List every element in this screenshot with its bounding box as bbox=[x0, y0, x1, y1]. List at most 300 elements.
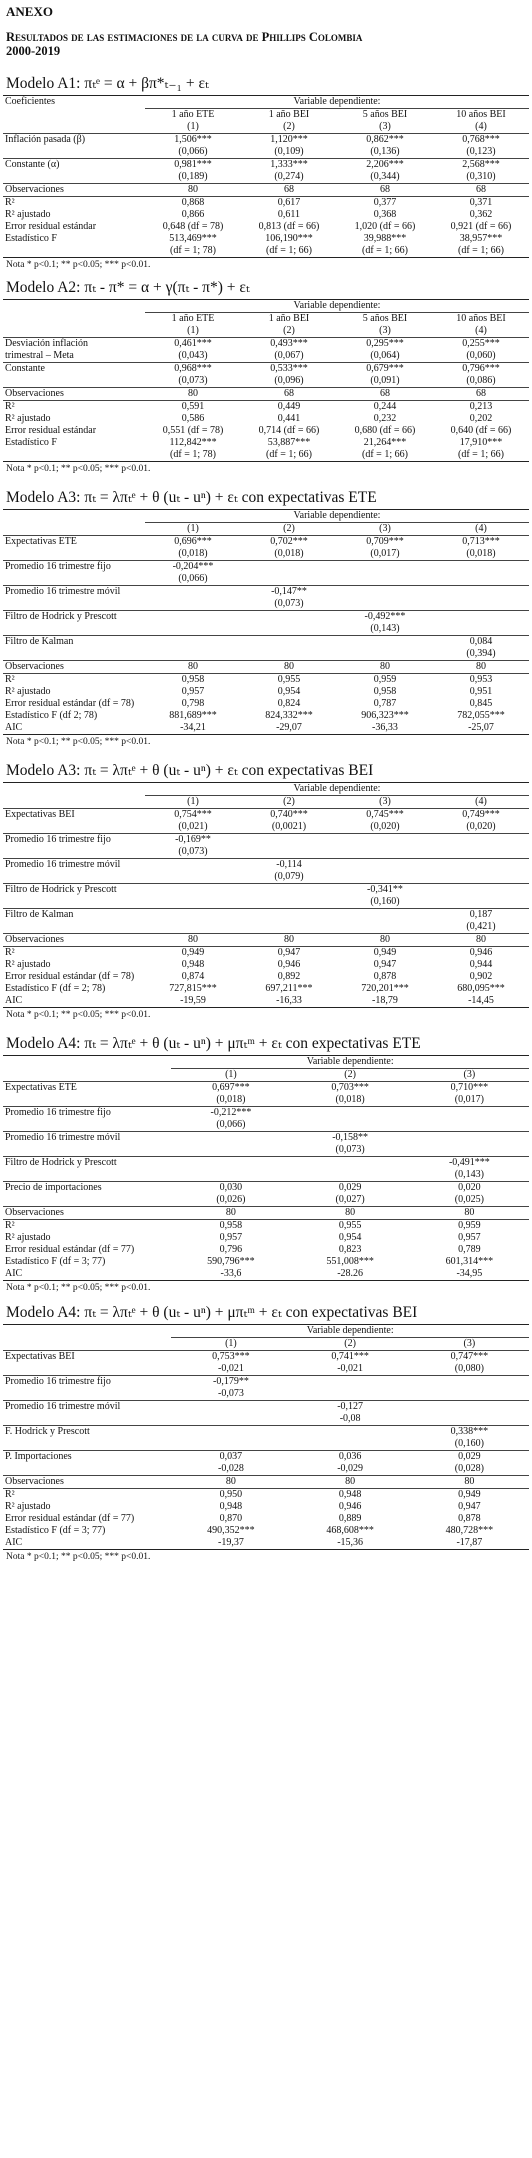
table-cell: (0,310) bbox=[466, 171, 496, 182]
table-cell: 0,949 bbox=[337, 947, 433, 960]
table-cell: -19,59 bbox=[145, 995, 241, 1008]
table-cell: (0,018) bbox=[335, 1094, 365, 1105]
dependent-variable-header: Variable dependiente: bbox=[145, 510, 529, 523]
table-cell: 0,461*** bbox=[145, 338, 241, 351]
row-label: Promedio 16 trimestre móvil bbox=[3, 1132, 171, 1145]
table-cell: 0,368 bbox=[373, 209, 397, 220]
table-cell: -0,492*** bbox=[337, 611, 433, 624]
table-cell bbox=[433, 846, 529, 859]
table-corner-label bbox=[3, 783, 145, 796]
table-cell: -0,158** bbox=[291, 1132, 410, 1145]
table-cell: -0,127 bbox=[291, 1401, 410, 1414]
table-cell: 0,741*** bbox=[291, 1351, 410, 1364]
table-cell: 0,845 bbox=[469, 698, 493, 709]
table-row bbox=[3, 1525, 529, 1537]
row-label: Expectativas BEI bbox=[3, 809, 145, 822]
table-row bbox=[3, 425, 529, 437]
row-label: Error residual estándar (df = 78) bbox=[5, 971, 135, 982]
row-label: Observaciones bbox=[3, 1476, 171, 1489]
column-header: 5 años BEI bbox=[362, 109, 408, 120]
table-row bbox=[3, 809, 529, 822]
table-row bbox=[3, 1132, 529, 1145]
empty-cell bbox=[3, 1069, 171, 1082]
row-label: R² bbox=[3, 401, 145, 414]
table-cell bbox=[291, 1376, 410, 1389]
annex-heading: ANEXO bbox=[6, 4, 53, 19]
table-cell: 0,020 bbox=[410, 1182, 529, 1195]
table-row bbox=[3, 1489, 529, 1502]
table-cell: 0,617 bbox=[241, 197, 337, 210]
row-label: AIC bbox=[3, 995, 145, 1008]
table-cell: 17,910*** bbox=[459, 437, 503, 448]
regression-table bbox=[3, 509, 529, 735]
table-row bbox=[3, 1169, 529, 1182]
table-cell: 0,768*** bbox=[433, 134, 529, 147]
table-row bbox=[3, 338, 529, 351]
table-cell: 0,953 bbox=[433, 674, 529, 687]
row-label: Constante bbox=[3, 363, 145, 376]
table-cell: 2,206*** bbox=[337, 159, 433, 172]
table-cell: -0,212*** bbox=[171, 1107, 290, 1120]
table-cell: 0,648 (df = 78) bbox=[162, 221, 224, 232]
table-row bbox=[3, 921, 529, 934]
table-cell: 0,362 bbox=[469, 209, 493, 220]
table-cell: 0,037 bbox=[171, 1451, 290, 1464]
table-row bbox=[3, 561, 529, 574]
table-cell bbox=[241, 834, 337, 847]
table-cell: 0,036 bbox=[291, 1451, 410, 1464]
row-label: Expectativas ETE bbox=[3, 536, 145, 549]
table-row bbox=[3, 1194, 529, 1207]
row-label bbox=[3, 1119, 171, 1132]
table-cell: 0,796*** bbox=[433, 363, 529, 376]
table-row bbox=[3, 388, 529, 401]
column-number: (4) bbox=[475, 325, 487, 336]
column-number: (3) bbox=[379, 523, 391, 534]
table-cell: 0,787 bbox=[373, 698, 397, 709]
table-cell: -0,073 bbox=[218, 1388, 244, 1399]
row-label: Estadístico F (df = 2; 78) bbox=[5, 983, 106, 994]
table-cell bbox=[241, 561, 337, 574]
table-cell bbox=[337, 636, 433, 649]
table-cell: (0,028) bbox=[454, 1463, 484, 1474]
table-cell: 0,878 bbox=[458, 1513, 481, 1524]
title-line-2: 2000-2019 bbox=[6, 44, 61, 58]
table-cell: -0,021 bbox=[218, 1363, 244, 1374]
table-cell: (0,064) bbox=[370, 350, 400, 361]
table-cell: 0,947 bbox=[373, 959, 397, 970]
table-corner-label: Coeficientes bbox=[3, 96, 145, 109]
row-label: Inflación pasada (β) bbox=[3, 134, 145, 147]
table-row bbox=[3, 871, 529, 884]
table-cell: 0,255*** bbox=[433, 338, 529, 351]
column-number: (2) bbox=[283, 796, 295, 807]
table-row bbox=[3, 1351, 529, 1364]
column-number: (3) bbox=[379, 121, 391, 132]
table-cell bbox=[145, 636, 241, 649]
table-cell bbox=[433, 859, 529, 872]
table-cell: -17,87 bbox=[410, 1537, 529, 1550]
column-header: 10 años BEI bbox=[456, 109, 506, 120]
row-label: R² bbox=[3, 1489, 171, 1502]
table-row bbox=[3, 437, 529, 449]
table-cell bbox=[145, 623, 241, 636]
table-cell bbox=[145, 896, 241, 909]
row-label bbox=[3, 146, 145, 159]
table-cell: (0,086) bbox=[466, 375, 496, 386]
row-label bbox=[3, 449, 145, 462]
table-cell: 0,959 bbox=[337, 674, 433, 687]
table-cell: 0,957 bbox=[219, 1232, 243, 1243]
table-row bbox=[3, 598, 529, 611]
empty-cell bbox=[3, 523, 145, 536]
row-label: F. Hodrick y Prescott bbox=[3, 1426, 171, 1439]
table-cell: -0,114 bbox=[241, 859, 337, 872]
table-cell bbox=[433, 598, 529, 611]
table-cell: 0,493*** bbox=[241, 338, 337, 351]
column-header: 10 años BEI bbox=[456, 313, 506, 324]
table-cell: 80 bbox=[337, 661, 433, 674]
table-cell: 0,951 bbox=[469, 686, 493, 697]
table-cell: -18,79 bbox=[337, 995, 433, 1008]
dependent-variable-header: Variable dependiente: bbox=[171, 1325, 529, 1338]
table-cell: (0,143) bbox=[454, 1169, 484, 1180]
table-cell: (0,123) bbox=[466, 146, 496, 157]
table-cell: -0,028 bbox=[218, 1463, 244, 1474]
table-row bbox=[3, 648, 529, 661]
column-number: (2) bbox=[344, 1338, 356, 1349]
table-cell: 80 bbox=[241, 661, 337, 674]
table-cell: 80 bbox=[410, 1207, 529, 1220]
table-row bbox=[3, 1182, 529, 1195]
table-row bbox=[3, 971, 529, 983]
table-cell: 0,697*** bbox=[171, 1082, 290, 1095]
table-row bbox=[3, 586, 529, 599]
row-label: Filtro de Kalman bbox=[3, 636, 145, 649]
table-cell bbox=[145, 909, 241, 922]
table-cell: 0,948 bbox=[291, 1489, 410, 1502]
table-cell: (0,066) bbox=[178, 573, 208, 584]
table-cell: (0,018) bbox=[274, 548, 304, 559]
row-label: P. Importaciones bbox=[3, 1451, 171, 1464]
table-row bbox=[3, 197, 529, 210]
table-cell: 0,946 bbox=[338, 1501, 362, 1512]
table-cell: 0,029 bbox=[410, 1451, 529, 1464]
table-cell: (df = 1; 66) bbox=[433, 449, 529, 462]
table-row bbox=[3, 934, 529, 947]
table-cell bbox=[145, 598, 241, 611]
table-cell bbox=[337, 834, 433, 847]
table-cell: 0,709*** bbox=[337, 536, 433, 549]
table-cell: (0,091) bbox=[370, 375, 400, 386]
table-cell: 0,441 bbox=[277, 413, 301, 424]
table-cell: 0,740*** bbox=[241, 809, 337, 822]
row-label: Error residual estándar (df = 78) bbox=[5, 698, 135, 709]
column-number: (1) bbox=[187, 121, 199, 132]
table-cell: 0,187 bbox=[433, 909, 529, 922]
table-cell: (0,021) bbox=[178, 821, 208, 832]
table-row bbox=[3, 710, 529, 722]
column-number: (1) bbox=[187, 523, 199, 534]
table-cell: 0,702*** bbox=[241, 536, 337, 549]
row-label: R² ajustado bbox=[5, 1501, 51, 1512]
row-label bbox=[3, 1388, 171, 1401]
table-cell: 782,055*** bbox=[457, 710, 505, 721]
table-cell: -0,147** bbox=[241, 586, 337, 599]
row-label: Constante (α) bbox=[3, 159, 145, 172]
table-corner-label bbox=[3, 1325, 171, 1338]
table-cell: (df = 1; 78) bbox=[145, 449, 241, 462]
table-row bbox=[3, 983, 529, 995]
table-cell: 0,948 bbox=[219, 1501, 243, 1512]
table-cell: 80 bbox=[241, 934, 337, 947]
table-cell: 590,796*** bbox=[207, 1256, 255, 1267]
column-number: (2) bbox=[283, 121, 295, 132]
table-cell: -28.26 bbox=[291, 1268, 410, 1281]
table-cell: (df = 1; 66) bbox=[241, 449, 337, 462]
table-cell bbox=[410, 1144, 529, 1157]
table-row bbox=[3, 146, 529, 159]
table-row bbox=[3, 401, 529, 414]
table-cell: (0,017) bbox=[454, 1094, 484, 1105]
table-cell: 0,745*** bbox=[337, 809, 433, 822]
column-number: (1) bbox=[225, 1069, 237, 1080]
row-label: Error residual estándar (df = 77) bbox=[5, 1244, 135, 1255]
table-cell: (0,0021) bbox=[271, 821, 307, 832]
table-cell: 1,333*** bbox=[241, 159, 337, 172]
table-row bbox=[3, 1537, 529, 1550]
table-cell bbox=[291, 1157, 410, 1170]
table-row bbox=[3, 1426, 529, 1439]
table-cell bbox=[291, 1388, 410, 1401]
row-label: trimestral – Meta bbox=[5, 350, 74, 361]
table-cell: 0,377 bbox=[337, 197, 433, 210]
empty-cell bbox=[3, 325, 145, 338]
table-row bbox=[3, 722, 529, 735]
column-number: (1) bbox=[187, 325, 199, 336]
table-cell: 1,120*** bbox=[241, 134, 337, 147]
row-label bbox=[3, 1144, 171, 1157]
table-row bbox=[3, 884, 529, 897]
table-cell: -0,491*** bbox=[410, 1157, 529, 1170]
row-label: R² bbox=[3, 947, 145, 960]
table-cell: 80 bbox=[291, 1207, 410, 1220]
table-cell: 0,813 (df = 66) bbox=[258, 221, 320, 232]
table-cell: (0,080) bbox=[454, 1363, 484, 1374]
table-row bbox=[3, 413, 529, 425]
table-cell: (df = 1; 66) bbox=[433, 245, 529, 258]
table-cell: 0,948 bbox=[181, 959, 205, 970]
table-cell: 0,957 bbox=[181, 686, 205, 697]
table-cell: 0,713*** bbox=[433, 536, 529, 549]
significance-note: Nota * p<0.1; ** p<0.05; *** p<0.01. bbox=[6, 260, 151, 270]
table-row bbox=[3, 233, 529, 245]
table-row bbox=[3, 548, 529, 561]
table-cell: 0,866 bbox=[181, 209, 205, 220]
row-label bbox=[3, 921, 145, 934]
row-label bbox=[3, 821, 145, 834]
row-label: Precio de importaciones bbox=[3, 1182, 171, 1195]
table-cell: 39,988*** bbox=[363, 233, 407, 244]
row-label: Desviación inflación bbox=[3, 338, 145, 351]
table-cell bbox=[337, 846, 433, 859]
table-cell: 0,789 bbox=[458, 1244, 481, 1255]
table-cell: 80 bbox=[171, 1207, 290, 1220]
table-cell: 68 bbox=[241, 388, 337, 401]
table-row bbox=[3, 350, 529, 363]
table-cell: 0,338*** bbox=[410, 1426, 529, 1439]
table-cell: 0,371 bbox=[433, 197, 529, 210]
table-row bbox=[3, 1144, 529, 1157]
table-cell: 0,749*** bbox=[433, 809, 529, 822]
table-cell: 112,842*** bbox=[169, 437, 217, 448]
table-cell: 0,949 bbox=[410, 1489, 529, 1502]
model-block bbox=[3, 488, 529, 747]
table-cell: 0,696*** bbox=[145, 536, 241, 549]
column-number: (2) bbox=[283, 325, 295, 336]
table-cell bbox=[291, 1438, 410, 1451]
model-title: Modelo A2: πₜ - π* = α + γ(πₜ - π*) + εₜ bbox=[6, 279, 250, 296]
table-cell: 0,753*** bbox=[171, 1351, 290, 1364]
table-row bbox=[3, 661, 529, 674]
row-label bbox=[3, 1463, 171, 1476]
table-cell bbox=[241, 909, 337, 922]
table-row bbox=[3, 1268, 529, 1281]
table-cell: 0,947 bbox=[458, 1501, 481, 1512]
model-block bbox=[3, 1303, 529, 1562]
table-row bbox=[3, 846, 529, 859]
table-cell: 906,323*** bbox=[361, 710, 409, 721]
table-cell: 0,710*** bbox=[410, 1082, 529, 1095]
dependent-variable-header: Variable dependiente: bbox=[171, 1056, 529, 1069]
row-label: Error residual estándar bbox=[5, 221, 97, 232]
table-cell: (0,160) bbox=[454, 1438, 484, 1449]
table-row bbox=[3, 636, 529, 649]
table-row bbox=[3, 1463, 529, 1476]
table-cell: 53,887*** bbox=[267, 437, 311, 448]
significance-note: Nota * p<0.1; ** p<0.05; *** p<0.01. bbox=[6, 1283, 151, 1293]
table-cell: 513,469*** bbox=[169, 233, 217, 244]
table-cell bbox=[145, 611, 241, 624]
column-number: (4) bbox=[475, 796, 487, 807]
table-cell bbox=[337, 871, 433, 884]
row-label bbox=[3, 245, 145, 258]
table-row bbox=[3, 1413, 529, 1426]
table-cell: 0,921 (df = 66) bbox=[450, 221, 512, 232]
column-number: (3) bbox=[463, 1338, 476, 1349]
table-cell: (0,073) bbox=[274, 598, 304, 609]
table-row bbox=[3, 209, 529, 221]
row-label: R² ajustado bbox=[5, 959, 51, 970]
row-label: Observaciones bbox=[3, 1207, 171, 1220]
table-cell bbox=[433, 623, 529, 636]
table-cell: 0,949 bbox=[145, 947, 241, 960]
table-cell: 680,095*** bbox=[457, 983, 505, 994]
table-cell: 38,957*** bbox=[459, 233, 503, 244]
table-cell bbox=[433, 561, 529, 574]
table-cell: 0,586 bbox=[181, 413, 205, 424]
row-label: Promedio 16 trimestre fijo bbox=[3, 834, 145, 847]
table-cell bbox=[291, 1107, 410, 1120]
document-title bbox=[6, 30, 529, 58]
table-cell: -0,021 bbox=[337, 1363, 364, 1374]
table-cell bbox=[433, 573, 529, 586]
table-cell: (0,421) bbox=[466, 921, 496, 932]
table-cell bbox=[433, 611, 529, 624]
table-cell bbox=[291, 1169, 410, 1182]
table-cell bbox=[337, 648, 433, 661]
column-number: (2) bbox=[283, 523, 295, 534]
row-label: R² ajustado bbox=[5, 209, 51, 220]
table-corner-label bbox=[3, 1056, 171, 1069]
table-cell: 0,611 bbox=[277, 209, 301, 220]
table-cell: 0,084 bbox=[433, 636, 529, 649]
table-row bbox=[3, 221, 529, 233]
table-cell: 21,264*** bbox=[363, 437, 407, 448]
column-header: 5 años BEI bbox=[362, 313, 408, 324]
table-cell: 0,878 bbox=[373, 971, 397, 982]
table-row bbox=[3, 171, 529, 184]
table-cell: (df = 1; 66) bbox=[337, 449, 433, 462]
table-cell: 0,944 bbox=[469, 959, 493, 970]
table-cell: 0,947 bbox=[241, 947, 337, 960]
row-label bbox=[3, 548, 145, 561]
row-label: Filtro de Kalman bbox=[3, 909, 145, 922]
table-cell: -25,07 bbox=[433, 722, 529, 735]
table-row bbox=[3, 674, 529, 687]
table-cell: 0,680 (df = 66) bbox=[354, 425, 416, 436]
table-cell: 824,332*** bbox=[265, 710, 313, 721]
table-cell: (0,018) bbox=[178, 548, 208, 559]
table-cell bbox=[145, 884, 241, 897]
table-cell bbox=[241, 896, 337, 909]
column-header: 1 año BEI bbox=[268, 313, 310, 324]
model-title: Modelo A1: πₜᵉ = α + βπ*ₜ₋₁ + εₜ bbox=[6, 75, 209, 92]
table-cell: 106,190*** bbox=[265, 233, 313, 244]
row-label: AIC bbox=[3, 722, 145, 735]
column-number: (4) bbox=[475, 121, 487, 132]
table-row bbox=[3, 698, 529, 710]
table-cell: (df = 1; 78) bbox=[145, 245, 241, 258]
table-row bbox=[3, 1207, 529, 1220]
table-cell bbox=[241, 884, 337, 897]
column-number: (3) bbox=[463, 1069, 476, 1080]
model-title: Modelo A4: πₜ = λπₜᵉ + θ (uₜ - uⁿ) + μπₜᵐ + εₜ con expectativas BEI bbox=[6, 1304, 418, 1321]
significance-note: Nota * p<0.1; ** p<0.05; *** p<0.01. bbox=[6, 464, 151, 474]
table-cell bbox=[433, 586, 529, 599]
table-row bbox=[3, 909, 529, 922]
table-cell: (0,109) bbox=[274, 146, 304, 157]
table-cell: 0,868 bbox=[145, 197, 241, 210]
table-cell: (0,027) bbox=[335, 1194, 365, 1205]
row-label bbox=[3, 1438, 171, 1451]
row-label: Observaciones bbox=[3, 388, 145, 401]
model-block bbox=[3, 74, 529, 270]
table-cell: (0,136) bbox=[370, 146, 400, 157]
row-label: Expectativas BEI bbox=[3, 1351, 171, 1364]
row-label bbox=[3, 598, 145, 611]
row-label: Observaciones bbox=[3, 661, 145, 674]
table-cell: 0,958 bbox=[373, 686, 397, 697]
table-cell bbox=[241, 636, 337, 649]
table-cell: (0,018) bbox=[466, 548, 496, 559]
table-cell bbox=[171, 1438, 290, 1451]
table-cell bbox=[337, 921, 433, 934]
table-cell: -0,204*** bbox=[145, 561, 241, 574]
row-label: AIC bbox=[3, 1268, 171, 1281]
empty-cell bbox=[3, 121, 145, 134]
table-cell: 881,689*** bbox=[169, 710, 217, 721]
